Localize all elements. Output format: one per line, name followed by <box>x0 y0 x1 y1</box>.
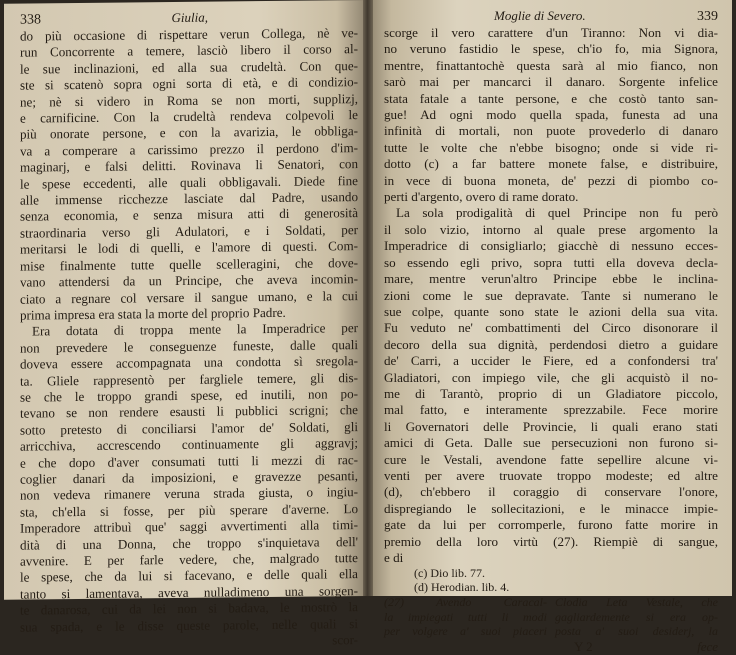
text-line: tevano se non rendere esausti li pubblici scrigni; che <box>20 402 358 421</box>
text-line: la impiegati tutti li modi <box>384 609 547 624</box>
text-line: più onorate persone, e con la avarizia, le obbliga- <box>20 123 358 143</box>
text-line: maginarj, e falsi delitti. Rovinava li Senatori, con <box>20 156 358 175</box>
text-line: avvenire. E per farle vedere, che, malgrado tutte <box>20 550 358 569</box>
text-line: in vece di buona moneta, de' pezzi di piombo co- <box>384 172 718 188</box>
text-line: (d), ch'ebbero il coraggio di conservare l'onore, <box>384 484 718 500</box>
note-27-right-column <box>555 595 718 638</box>
text-line: mare, mentre verun'altro Principe ebbe le inclina- <box>384 271 718 287</box>
catchword-right: fece <box>697 638 718 654</box>
text-line: le spese, che da lui si facevano, e delle quali ella <box>20 566 358 586</box>
text-line: gue! Ad ogni modo quella spada, funesta ad una <box>384 107 718 123</box>
text-line: dotto (c) a far battere monete false, e distribuire, <box>384 156 718 172</box>
text-line: decoro della sua dignità, perdendosi dietro a guidare <box>384 336 718 352</box>
right-page <box>366 0 732 654</box>
text-line: sotto pretesto di conciliarsi l'amor de' Soldati, gli <box>20 418 358 438</box>
text-line: do più occasione di rispettare verun Collega, nè ve- <box>20 25 358 44</box>
text-line: se che le troppo grandi spese, ed inutili, non po- <box>20 386 358 405</box>
text-line: venti per avere truovate troppo modeste; ed altre <box>384 467 718 483</box>
text-line: Era dotata di troppa mente la Imperadrice per <box>32 320 358 339</box>
text-line: meritarsi le lodi di quelli, e l'amore di questi. Com- <box>20 238 358 257</box>
text-line: doveva essere accompagnata una condotta sì sregola- <box>20 353 358 372</box>
text-line: me di Tarantò, proprio di un Gladiatore piccolo, <box>384 385 718 401</box>
text-line: mentre, finattantochè questa sarà al mio fianco, non <box>384 57 718 73</box>
note-27 <box>384 595 718 638</box>
text-line: Clodia Leta Vestale, che <box>555 595 718 610</box>
text-line: (27) Avendo Caracal- <box>384 595 547 610</box>
text-line: sta, ch'ella si fosse, per più sperare d'averne. Lo <box>20 500 358 520</box>
text-line: perti d'argento, overo di rame dorato. <box>384 189 579 205</box>
right-page-footer <box>384 639 718 655</box>
left-page <box>4 0 366 648</box>
text-line: gate da lui per corromperle, furono fatte morire in <box>384 517 718 533</box>
text-line: arricchiva, accrescendo continuamente gli aggravj; <box>20 435 358 454</box>
text-line: dità di una Donna, che troppo s'inquietava dell' <box>20 533 358 553</box>
text-line: Gladiatori, con impiego vile, che gli acquistò il no- <box>384 369 718 385</box>
text-line: li Governatori delle Provincie, li quali erano stati <box>384 418 718 434</box>
running-title-left: Giulia, <box>171 9 208 26</box>
book-gutter <box>363 0 373 596</box>
text-line: le sue inclinazioni, ed alla sua crudeltà. Con que- <box>20 57 358 77</box>
running-title-right: Moglie di Severo. <box>494 8 586 23</box>
text-line: infinità di mortali, non puote provederlo di danaro <box>384 123 718 139</box>
text-line: va a comperare a carissimo prezzo il perdono d'im- <box>20 139 358 159</box>
signature-mark: Y 2 <box>574 638 593 654</box>
text-line: prima impresa era stata la morte del proprio Padre. <box>20 304 286 323</box>
footnotes <box>384 566 718 594</box>
text-line: mise finalmente tutte quelle scelleragini, che dove- <box>20 254 358 274</box>
text-line: ta. Gliele rappresentò per fargliele temere, gli dis- <box>20 369 358 389</box>
text-line: e che dopo d'aver consumati tutti li mezzi di rac- <box>20 451 358 471</box>
text-line: senza economia, e senza misura atti di generosità <box>20 205 358 225</box>
text-line: il solo vizio, intorno al quale prese argomento la <box>384 221 718 237</box>
text-line: posta a' suoi desiderj, la <box>555 624 718 639</box>
text-line: Imperadore attribuì que' saggi avvertimenti alla timi- <box>20 517 358 536</box>
page-number-left: 338 <box>20 12 41 28</box>
text-line: gagliardemente si era op- <box>555 609 718 624</box>
text-line: le spese eccedenti, alle quali obbligavali. Diede fine <box>20 172 358 192</box>
text-line: Fu veduto ne' combattimenti del Circo disonorare il <box>384 320 718 336</box>
left-page-text <box>20 25 358 636</box>
text-line: ciato a regnare col versare il sangue umano, e la cui <box>20 287 358 307</box>
text-line: dispregiando le sollecitazioni, e le minacce impie- <box>384 500 718 516</box>
text-line: ste si scatenò sopra ogni sorta di età, e di condizio- <box>20 74 358 93</box>
text-line: de' Carri, a uccider le Fiere, ed a confondersi tra' <box>384 353 718 369</box>
right-page-text <box>384 25 718 566</box>
text-line: run Concorrente a temere, lasciò libero il corso al- <box>20 41 358 61</box>
text-line: e carnificine. Con la crudeltà rendeva colpevoli le <box>20 107 358 126</box>
text-line: so essendo egli privo, sopra tutti ella doveva decla- <box>384 254 718 270</box>
page-number-right: 339 <box>697 9 718 24</box>
text-line: e di <box>384 550 404 565</box>
text-line: premio della loro virtù (27). Riempiè di sangue, <box>384 533 718 549</box>
text-line: ne; nè si videro in Roma se non morti, supplizj, <box>20 90 358 110</box>
text-line: no veruno fastidio le spese, ch'io fo, mia Signora, <box>384 41 718 57</box>
text-line: zioni come le sue depravate. Tante si numerano le <box>384 287 718 303</box>
text-line: non prevedere le conseguenze funeste, dalle quali <box>20 336 358 356</box>
text-line: sue colpe, quante sono state le azioni della sua vita. <box>384 303 718 319</box>
text-line: alle immense ricchezze lasciate dal Padre, usando <box>20 189 358 208</box>
note-27-left-column <box>384 595 547 638</box>
catchword-left: scor- <box>332 632 358 648</box>
text-line: te danarosa, cui da lei non si badava, le mostrò la <box>20 599 358 618</box>
footnote-d: (d) Herodian. lib. 4. <box>414 580 510 595</box>
text-line: stata fatale a tante persone, e che costò tanto san- <box>384 90 718 106</box>
text-line: Imperadrice di consigliarlo; giacchè di nessuno ecces- <box>384 238 718 254</box>
text-line: straordinaria verso gli Adulatori, e i Soldati, per <box>20 221 358 241</box>
text-line: tutte le volte che n'ebbe bisogno; onde si vide ri- <box>384 139 718 155</box>
right-page-header <box>384 8 718 24</box>
text-line: amici di Geta. Dalle sue persecuzioni non furono si- <box>384 435 718 451</box>
text-line: sua spada, e le disse queste parole, nelle quali si <box>20 615 358 635</box>
footnote-c: (c) Dio lib. 77. <box>414 566 485 581</box>
text-line: sarò mai per mancarci il danaro. Sorgente infelice <box>384 74 718 90</box>
text-line: non vedeva rimanere veruna strada giusta, o ingiu- <box>20 484 358 503</box>
text-line: tanto si lamentava, aveva nulladimeno una sorgen- <box>20 582 358 602</box>
text-line: cure le Vestali, avendone fatte sepellire alcune vi- <box>384 451 718 467</box>
text-line: coglier danari da imposizioni, e gravezze pesanti, <box>20 468 358 487</box>
text-line: vano attendersi da un Principe, che aveva incomin- <box>20 271 358 290</box>
text-line: per volgere a' suoi piaceri <box>384 624 547 639</box>
text-line: scorge il vero carattere d'un Tiranno: Non vi dia- <box>384 25 718 40</box>
text-line: mal fatto, e interamente sprezzabile. Fece morire <box>384 402 718 418</box>
text-line: La sola prodigalità di quel Principe non fu però <box>396 205 718 221</box>
